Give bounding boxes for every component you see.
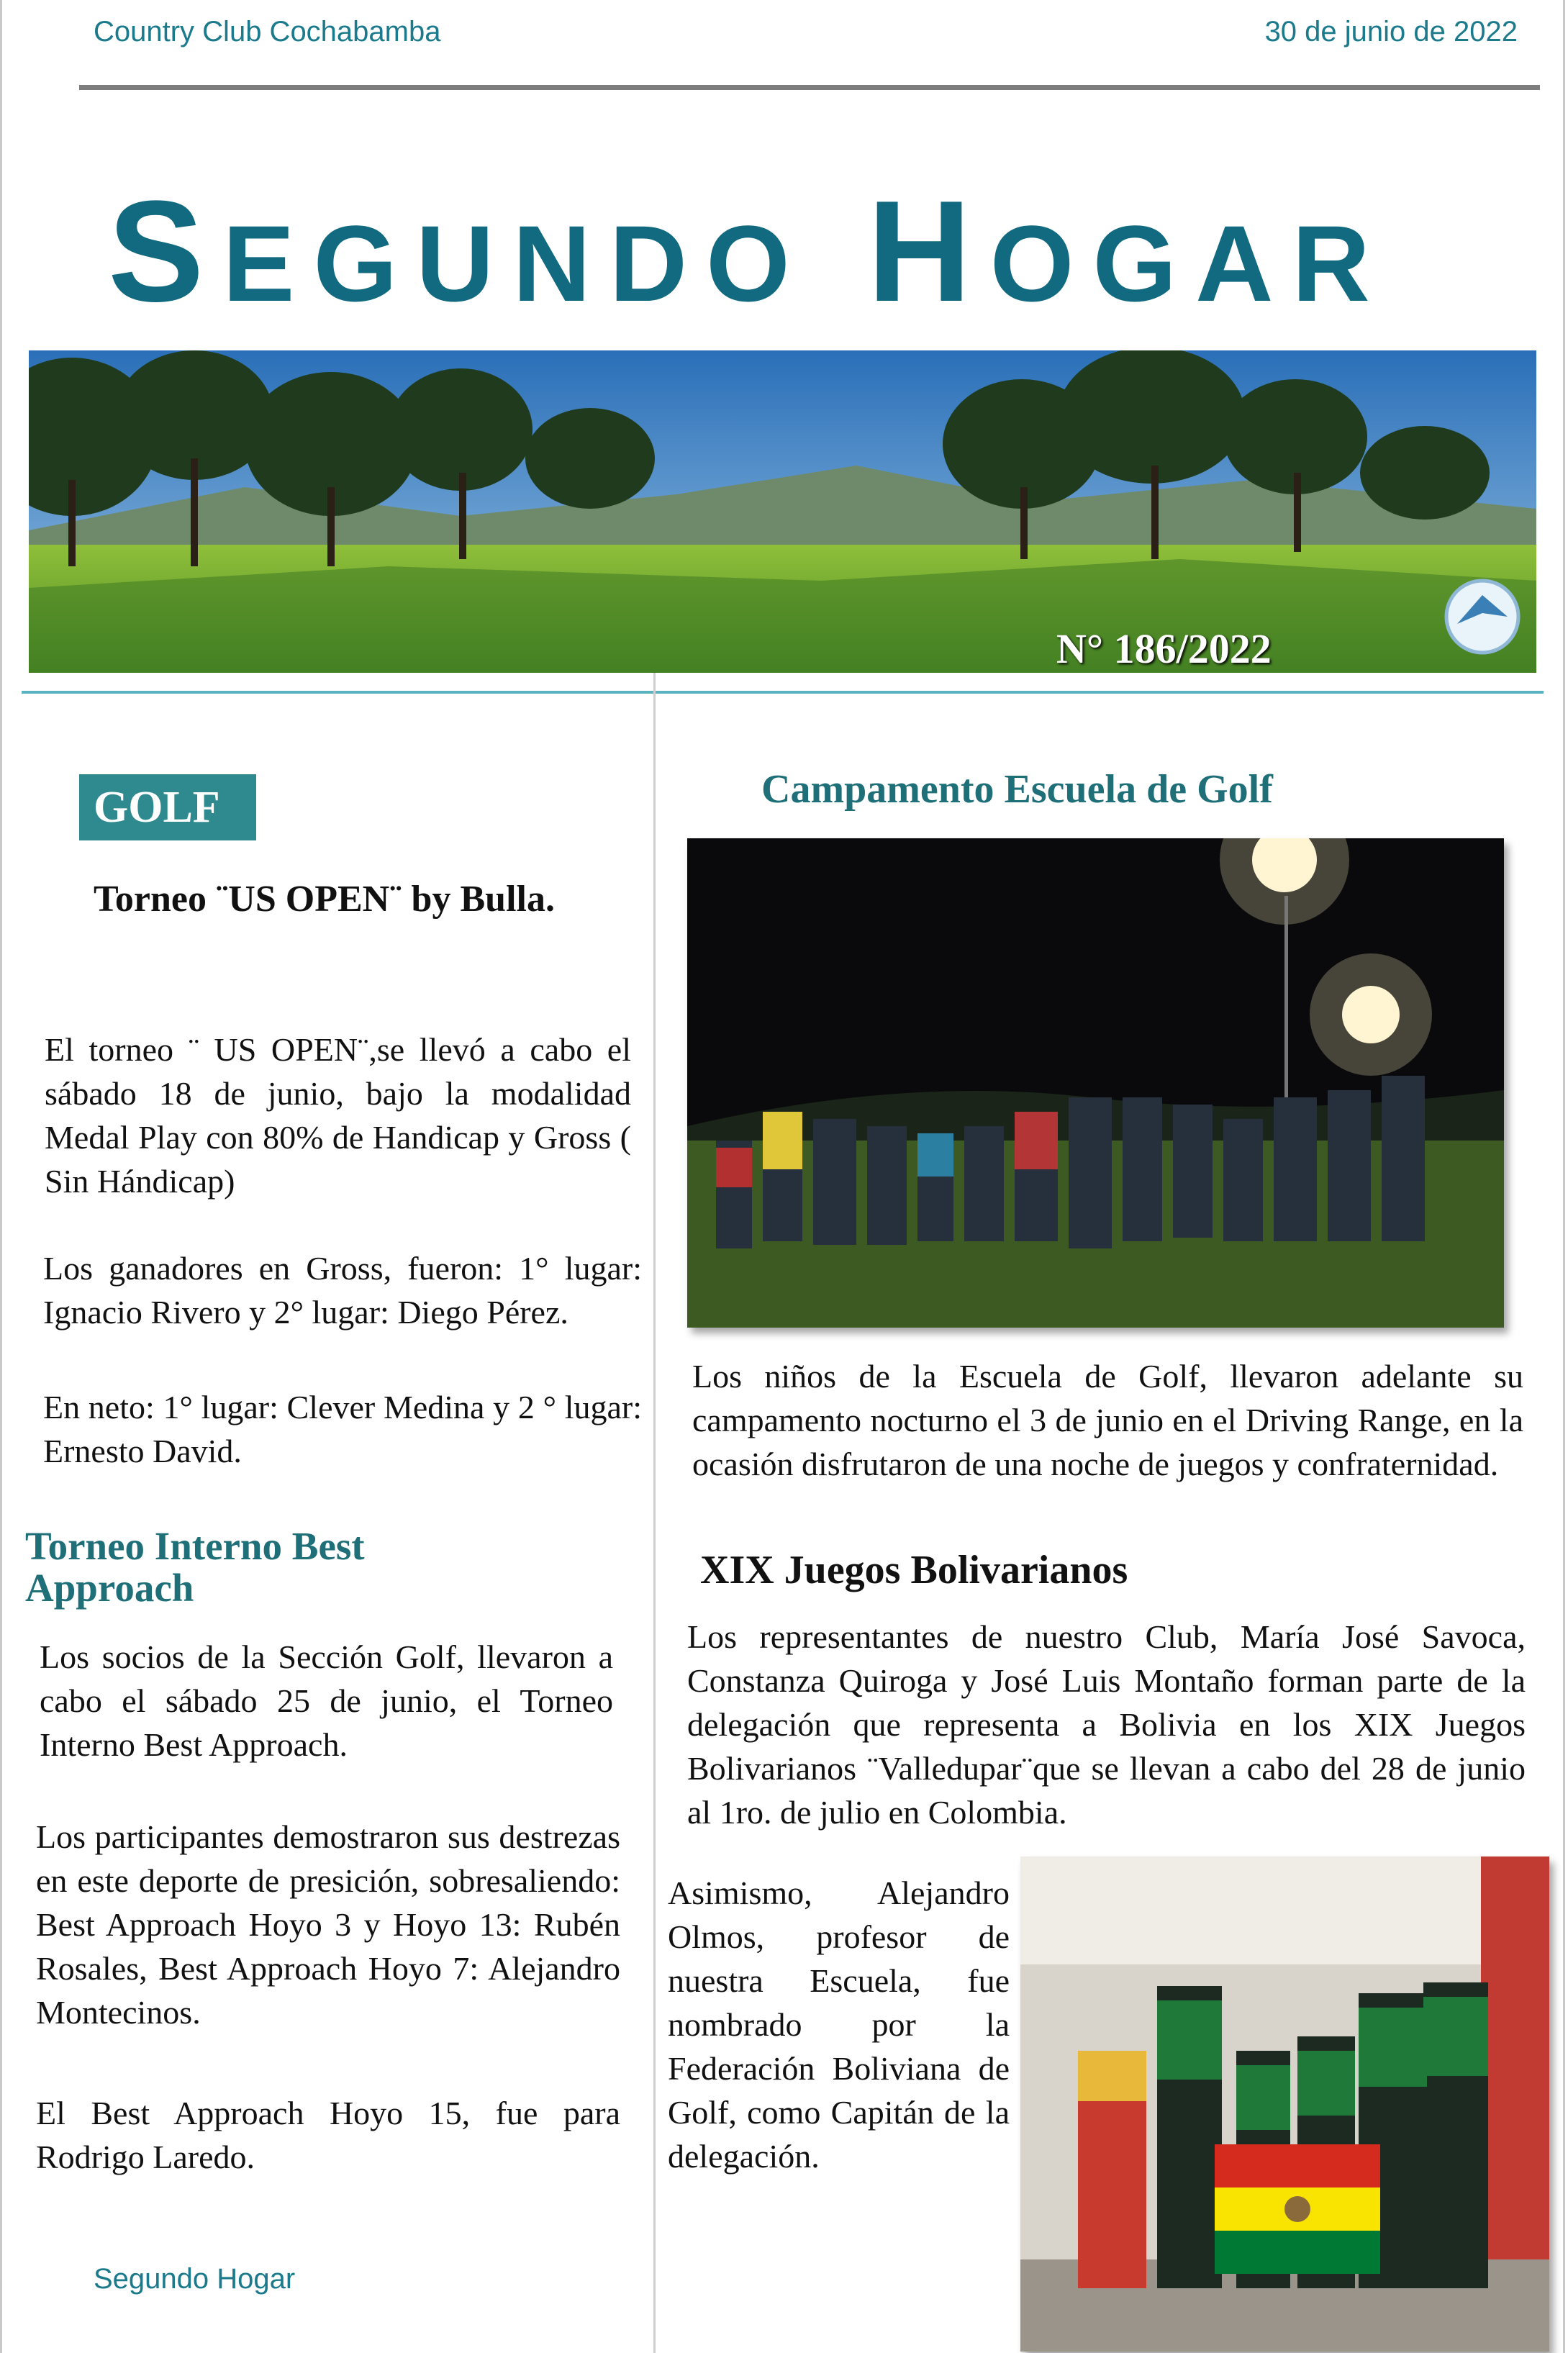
column-divider: [653, 673, 656, 2353]
paragraph-us-open-3: En neto: 1° lugar: Clever Medina y 2 ° lugar: Ernesto David.: [43, 1389, 642, 1469]
page-edge-right: [1563, 0, 1565, 2353]
heading-best-approach: Torneo Interno Best Approach: [25, 1524, 365, 1610]
paragraph-juegos-1: Los representantes de nuestro Club, María José Savoca, Constanza Quiroga y José Luis Montaño forman parte de la delegación que representa a Bolivia en los XIX Juegos Bolivarianos ¨Valledupar¨que se llevan a cabo del 28 de junio al 1ro. de julio en Colombia.: [687, 1618, 1526, 1831]
heading-campamento: Campamento Escuela de Golf: [761, 767, 1273, 812]
paragraph-best-approach-2: Los participantes demostraron sus destrezas en este deporte de presición, sobresaliendo: Best Approach Hoyo 3 y Hoyo 13: Rubén Rosales, Best Approach Hoyo 7: Alejandro Montecinos.: [36, 1818, 620, 2031]
header-rule: [79, 85, 1540, 90]
banner-rule: [22, 691, 1544, 694]
photo-campamento: [687, 838, 1504, 1328]
title-word2-initial: H: [867, 171, 990, 332]
paragraph-best-approach-1: Los socios de la Sección Golf, llevaron a cabo el sábado 25 de junio, el Torneo Interno Best Approach.: [40, 1638, 613, 1763]
photo-delegacion: [1020, 1856, 1549, 2352]
banner-photo: [29, 350, 1536, 673]
title-word1-rest: EGUNDO: [222, 203, 809, 324]
newsletter-title: [108, 171, 1389, 335]
paragraph-us-open-2: Los ganadores en Gross, fueron: 1° lugar: Ignacio Rivero y 2° lugar: Diego Pérez.: [43, 1250, 642, 1330]
heading-juegos-bolivarianos: XIX Juegos Bolivarianos: [700, 1548, 1128, 1592]
paragraph-best-approach-3: El Best Approach Hoyo 15, fue para Rodrigo Laredo.: [36, 2095, 620, 2175]
section-label-golf: GOLF: [79, 774, 256, 840]
issue-date: 30 de junio de 2022: [1264, 16, 1518, 47]
title-word2-rest: OGAR: [989, 203, 1389, 324]
heading-us-open: Torneo ¨US OPEN¨ by Bulla.: [94, 879, 555, 920]
page-edge-left: [0, 0, 2, 2353]
club-name: Country Club Cochabamba: [94, 16, 441, 47]
paragraph-juegos-2: Asimismo, Alejandro Olmos, profesor de nuestra Escuela, fue nombrado por la Federación Boliviana de Golf, como Capitán de la delegación.: [668, 1874, 1010, 2175]
paragraph-us-open-1: El torneo ¨ US OPEN¨,se llevó a cabo el sábado 18 de junio, bajo la modalidad Medal Play con 80% de Handicap y Gross ( Sin Hándicap): [45, 1031, 631, 1200]
paragraph-campamento: Los niños de la Escuela de Golf, llevaron adelante su campamento nocturno el 3 de junio en el Driving Range, en la ocasión disfrutaron de una noche de juegos y confraternidad.: [692, 1358, 1523, 1482]
footer-label: Segundo Hogar: [94, 2263, 296, 2295]
issue-number: N° 186/2022: [1056, 625, 1272, 672]
title-word1-initial: S: [108, 171, 223, 332]
